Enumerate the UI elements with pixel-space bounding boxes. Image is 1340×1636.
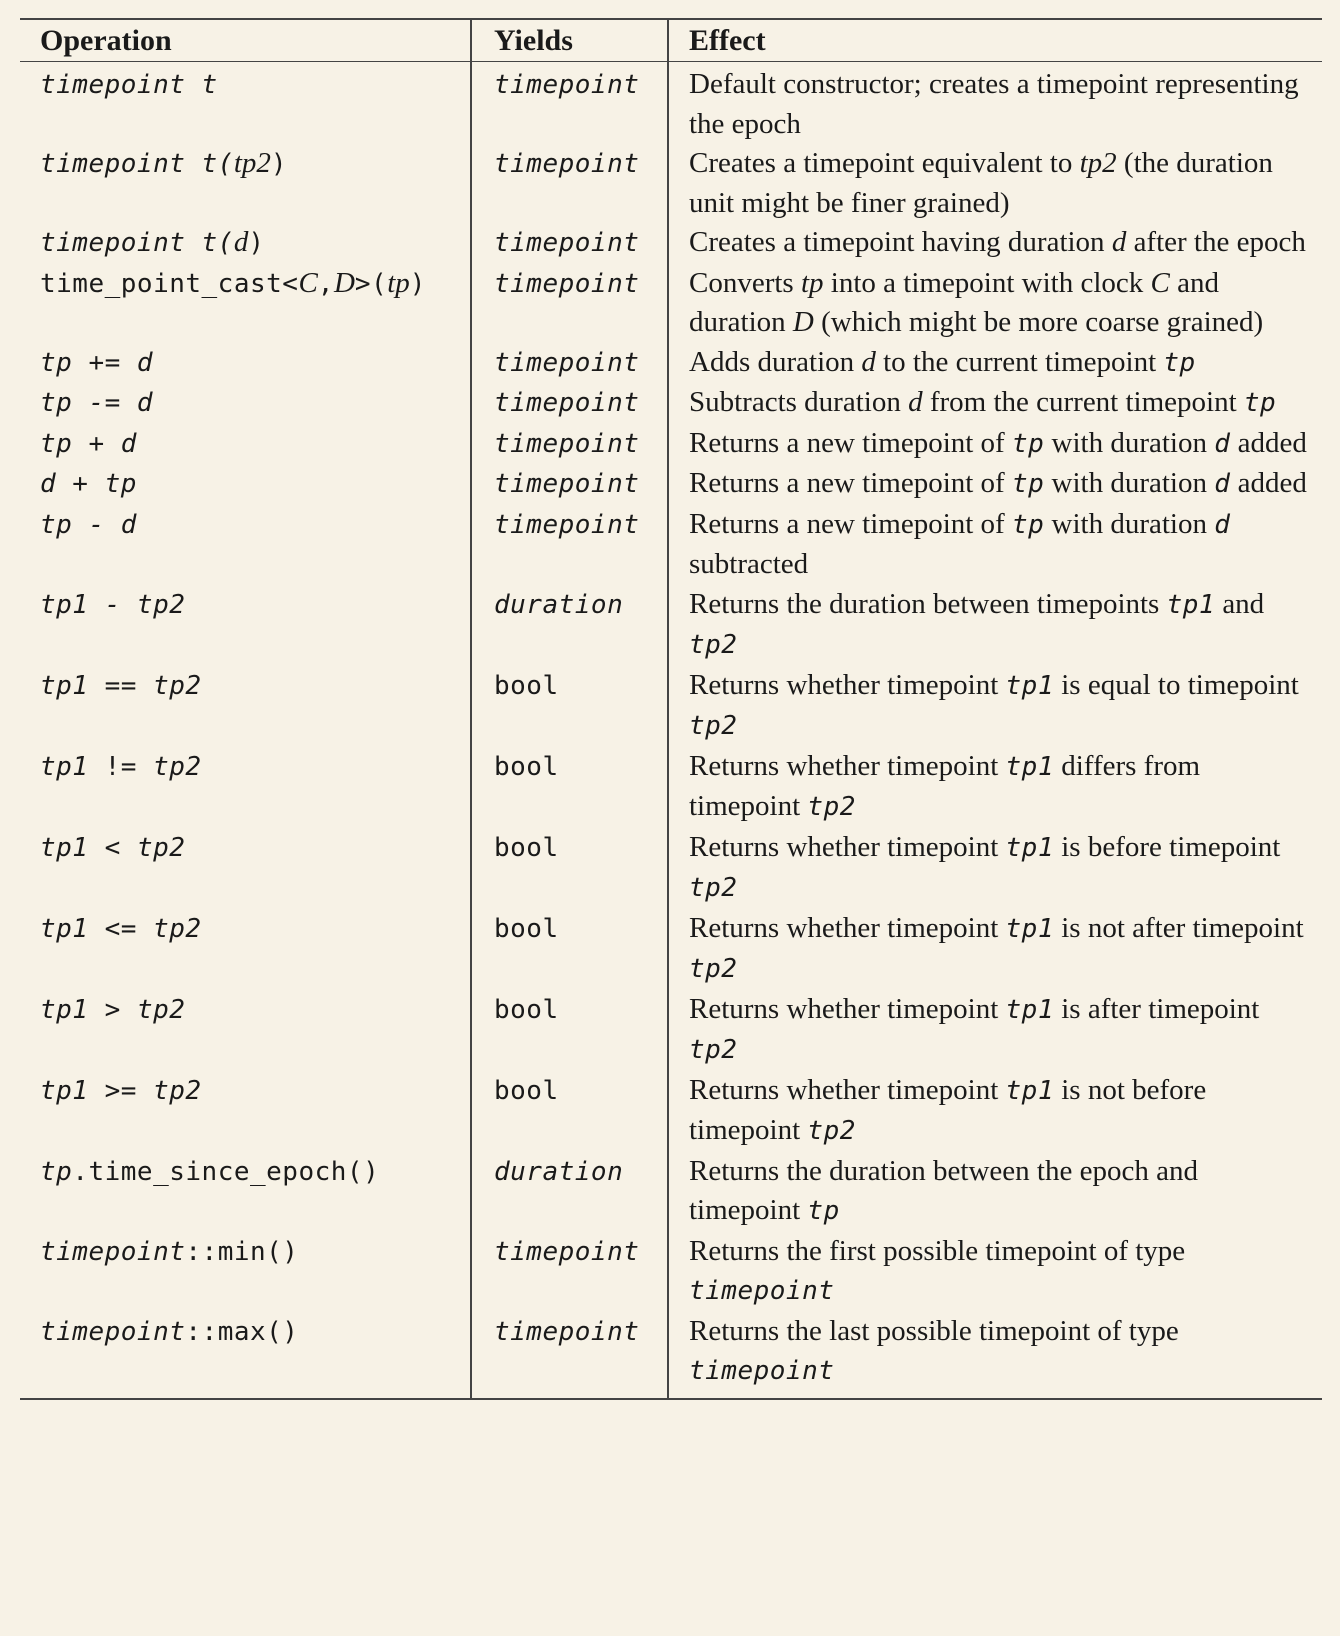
yields-cell	[471, 144, 668, 223]
yields-cell	[471, 1312, 668, 1398]
text-segment: tp2	[689, 954, 738, 984]
text-segment: time_point_cast<	[40, 268, 299, 299]
operation-cell	[20, 1232, 471, 1312]
table-row	[20, 1071, 1322, 1152]
text-segment: tp1	[1005, 751, 1054, 782]
text-segment: Returns a new timepoint of	[689, 507, 1012, 540]
effect-cell	[668, 424, 1322, 465]
text-segment: bool	[494, 832, 559, 863]
text-segment: tp2	[136, 994, 186, 1025]
text-segment: tp1	[1005, 1075, 1054, 1106]
effect-cell	[668, 343, 1322, 384]
text-segment: >	[88, 994, 137, 1025]
text-segment: timepoint	[494, 268, 640, 299]
operation-cell	[20, 144, 471, 223]
text-segment: ::max()	[185, 1316, 299, 1347]
table-row	[20, 62, 1322, 144]
text-segment: (which might be more coarse grained)	[813, 306, 1264, 338]
effect-cell	[668, 666, 1322, 747]
effect-cell	[668, 464, 1322, 505]
table-row	[20, 505, 1322, 585]
text-segment: ==	[88, 670, 154, 701]
text-segment: added	[1230, 467, 1307, 499]
text-segment: Returns whether timepoint	[689, 749, 1006, 782]
effect-cell	[668, 264, 1322, 343]
effect-cell	[668, 144, 1322, 223]
text-segment: timepoint t(	[40, 228, 234, 258]
table-row	[20, 343, 1322, 384]
text-segment: tp	[1011, 509, 1045, 540]
text-segment: timepoint	[494, 1236, 640, 1267]
table-row	[20, 144, 1322, 223]
text-segment: tp	[800, 266, 824, 299]
header-operation: Operation	[40, 24, 172, 57]
table-row	[20, 828, 1322, 909]
text-segment: d	[908, 386, 923, 418]
text-segment: timepoint	[40, 1316, 186, 1347]
text-segment: D	[792, 306, 814, 338]
text-segment: Returns the duration between timepoints	[689, 587, 1167, 620]
text-segment: tp2	[153, 1075, 202, 1106]
text-segment: bool	[494, 913, 559, 944]
yields-cell	[471, 464, 668, 505]
text-segment: timepoint t(	[40, 149, 234, 179]
text-segment: Creates a timepoint having duration	[689, 226, 1112, 258]
text-segment: Returns whether timepoint	[689, 830, 1006, 863]
effect-cell	[668, 223, 1322, 264]
text-segment: Returns the last possible timepoint of type	[689, 1314, 1179, 1347]
text-segment: tp2	[807, 792, 856, 822]
text-segment: timepoint	[494, 149, 640, 179]
text-segment: tp1	[40, 994, 89, 1025]
operation-cell	[20, 1312, 471, 1398]
text-segment: bool	[494, 751, 559, 782]
text-segment: with duration	[1044, 426, 1215, 459]
text-segment: tp += d	[40, 347, 154, 378]
text-segment: tp	[1163, 347, 1196, 378]
yields-cell	[471, 505, 668, 585]
text-segment: tp1	[40, 670, 89, 701]
text-segment: tp2	[1079, 147, 1117, 179]
yields-cell	[471, 223, 668, 264]
effect-cell	[668, 1071, 1322, 1152]
text-segment: tp2	[807, 1116, 856, 1146]
text-segment: Returns whether timepoint	[689, 992, 1006, 1025]
text-segment: Returns whether timepoint	[689, 911, 1006, 944]
header-effect: Effect	[689, 24, 766, 57]
table-row	[20, 424, 1322, 465]
text-segment: Default constructor; creates a timepoint representing the epoch	[689, 68, 1299, 140]
text-segment: >=	[88, 1075, 154, 1106]
effect-cell	[668, 828, 1322, 909]
effect-cell	[668, 909, 1322, 990]
yields-cell	[471, 383, 668, 424]
operations-table-container	[20, 18, 1322, 1400]
yields-cell	[471, 1071, 668, 1152]
text-segment: )	[409, 268, 426, 299]
text-segment: Subtracts duration	[689, 386, 909, 418]
table-row	[20, 666, 1322, 747]
text-segment: tp2	[689, 711, 738, 741]
text-segment: tp1	[1005, 994, 1054, 1025]
text-segment: added	[1230, 426, 1307, 459]
text-segment: Returns whether timepoint	[689, 1073, 1006, 1106]
text-segment: tp2	[153, 913, 202, 944]
text-segment: tp	[1011, 428, 1045, 459]
operation-cell	[20, 666, 471, 747]
text-segment: tp1	[1005, 670, 1054, 701]
text-segment: duration	[494, 589, 624, 620]
text-segment: tp -= d	[40, 388, 154, 418]
text-segment: bool	[494, 994, 559, 1025]
text-segment: tp + d	[40, 428, 137, 459]
text-segment: ,	[317, 268, 334, 299]
yields-cell	[471, 990, 668, 1071]
text-segment: Returns the duration between the epoch and timepoint	[689, 1154, 1198, 1226]
text-segment: C	[1150, 266, 1170, 299]
effect-cell	[668, 990, 1322, 1071]
yields-cell	[471, 1152, 668, 1232]
table-row	[20, 464, 1322, 505]
text-segment: after the epoch	[1126, 226, 1306, 258]
table-row	[20, 223, 1322, 264]
text-segment: tp	[1011, 469, 1045, 499]
text-segment: Returns a new timepoint of	[689, 467, 1012, 499]
table-row	[20, 909, 1322, 990]
text-segment: tp1	[1005, 913, 1054, 944]
operation-cell	[20, 828, 471, 909]
text-segment: Returns the first possible timepoint of type	[689, 1234, 1186, 1267]
text-segment: and duration	[689, 266, 1220, 338]
header-yields: Yields	[471, 20, 668, 61]
operation-cell	[20, 747, 471, 828]
text-segment: tp	[40, 1156, 73, 1187]
yields-cell	[471, 62, 668, 144]
text-segment: is equal to timepoint	[1054, 668, 1299, 701]
text-segment: <	[88, 832, 137, 863]
text-segment: to the current timepoint	[875, 345, 1164, 378]
text-segment: Converts	[689, 266, 801, 299]
text-segment: )	[270, 149, 288, 179]
text-segment: d	[1214, 509, 1231, 540]
text-segment: timepoint	[689, 1276, 835, 1306]
header-row	[20, 20, 1322, 61]
effect-cell	[668, 747, 1322, 828]
text-segment: tp	[807, 1196, 840, 1226]
text-segment: subtracted	[689, 548, 809, 580]
operation-cell	[20, 585, 471, 666]
text-segment: Returns a new timepoint of	[689, 426, 1012, 459]
text-segment: tp1	[40, 913, 89, 944]
table-row	[20, 1152, 1322, 1232]
text-segment: tp2	[689, 630, 738, 660]
table-row	[20, 1312, 1322, 1398]
text-segment: tp1	[40, 1075, 89, 1106]
text-segment: bool	[494, 1075, 559, 1106]
text-segment: timepoint	[494, 347, 640, 378]
text-segment: .time_since_epoch()	[72, 1156, 380, 1187]
effect-cell	[668, 1152, 1322, 1232]
text-segment: and	[1215, 587, 1265, 620]
text-segment: <=	[88, 913, 154, 944]
text-segment: tp	[387, 266, 410, 299]
effect-cell	[668, 62, 1322, 144]
timepoint-operations-table	[20, 20, 1322, 1398]
text-segment: d	[1214, 428, 1231, 459]
yields-cell	[471, 909, 668, 990]
text-segment: timepoint	[40, 1236, 186, 1267]
operation-cell	[20, 343, 471, 384]
text-segment: !=	[88, 751, 154, 782]
text-segment: Returns whether timepoint	[689, 668, 1006, 701]
text-segment: tp1	[40, 832, 89, 863]
operation-cell	[20, 383, 471, 424]
operation-cell	[20, 909, 471, 990]
text-segment: d	[233, 226, 249, 258]
text-segment: tp2	[689, 1035, 738, 1065]
text-segment: tp2	[233, 147, 271, 179]
yields-cell	[471, 666, 668, 747]
text-segment: timepoint	[494, 70, 640, 100]
text-segment: with duration	[1044, 507, 1215, 540]
text-segment: tp1	[1166, 589, 1216, 620]
text-segment: timepoint	[494, 469, 640, 499]
text-segment: timepoint	[494, 1316, 640, 1347]
text-segment: )	[248, 228, 265, 258]
effect-cell	[668, 1232, 1322, 1312]
text-segment: tp	[1243, 388, 1277, 418]
table-bottom-rule	[20, 1398, 1322, 1400]
text-segment: d	[861, 345, 876, 378]
text-segment: is not after timepoint	[1054, 911, 1304, 944]
yields-cell	[471, 828, 668, 909]
table-row	[20, 1232, 1322, 1312]
operation-cell	[20, 505, 471, 585]
effect-cell	[668, 505, 1322, 585]
text-segment: differs from timepoint	[689, 749, 1201, 822]
text-segment: timepoint	[689, 1356, 835, 1386]
text-segment: d + tp	[40, 469, 137, 499]
operation-cell	[20, 264, 471, 343]
operation-cell	[20, 1071, 471, 1152]
text-segment: timepoint	[494, 509, 640, 540]
yields-cell	[471, 585, 668, 666]
yields-cell	[471, 1232, 668, 1312]
text-segment: (the duration unit might be finer grained)	[689, 147, 1273, 219]
text-segment: with duration	[1044, 467, 1215, 499]
yields-cell	[471, 264, 668, 343]
text-segment: timepoint t	[40, 70, 218, 100]
operation-cell	[20, 62, 471, 144]
text-segment: d	[1214, 469, 1231, 499]
text-segment: >(	[354, 268, 388, 299]
operation-cell	[20, 1152, 471, 1232]
text-segment: tp2	[153, 670, 202, 701]
text-segment: d	[1111, 226, 1127, 258]
text-segment: Creates a timepoint equivalent to	[689, 147, 1080, 179]
effect-cell	[668, 383, 1322, 424]
text-segment: tp1	[40, 751, 89, 782]
text-segment: is not before timepoint	[689, 1073, 1207, 1146]
text-segment: bool	[494, 670, 559, 701]
text-segment: tp - d	[40, 509, 137, 540]
text-segment: into a timepoint with clock	[823, 266, 1151, 299]
text-segment: timepoint	[494, 228, 640, 258]
text-segment: tp2	[136, 832, 186, 863]
text-segment: duration	[494, 1156, 624, 1187]
text-segment: is before timepoint	[1054, 830, 1281, 863]
text-segment: C	[298, 266, 318, 299]
text-segment: timepoint	[494, 388, 640, 418]
operation-cell	[20, 464, 471, 505]
table-row	[20, 747, 1322, 828]
table-row	[20, 990, 1322, 1071]
table-row	[20, 264, 1322, 343]
table-row	[20, 585, 1322, 666]
table-body	[20, 61, 1322, 1398]
operation-cell	[20, 223, 471, 264]
text-segment: tp2	[689, 873, 738, 903]
text-segment: D	[333, 266, 355, 299]
effect-cell	[668, 585, 1322, 666]
text-segment: Adds duration	[689, 345, 862, 378]
table-header	[20, 20, 1322, 61]
yields-cell	[471, 343, 668, 384]
yields-cell	[471, 747, 668, 828]
text-segment: is after timepoint	[1054, 992, 1260, 1025]
text-segment: tp1 - tp2	[40, 589, 186, 620]
text-segment: tp1	[1005, 832, 1054, 863]
text-segment: tp2	[153, 751, 202, 782]
operation-cell	[20, 424, 471, 465]
text-segment: ::min()	[185, 1236, 299, 1267]
effect-cell	[668, 1312, 1322, 1398]
table-row	[20, 383, 1322, 424]
yields-cell	[471, 424, 668, 465]
operation-cell	[20, 990, 471, 1071]
text-segment: timepoint	[494, 428, 640, 459]
text-segment: from the current timepoint	[922, 386, 1244, 418]
